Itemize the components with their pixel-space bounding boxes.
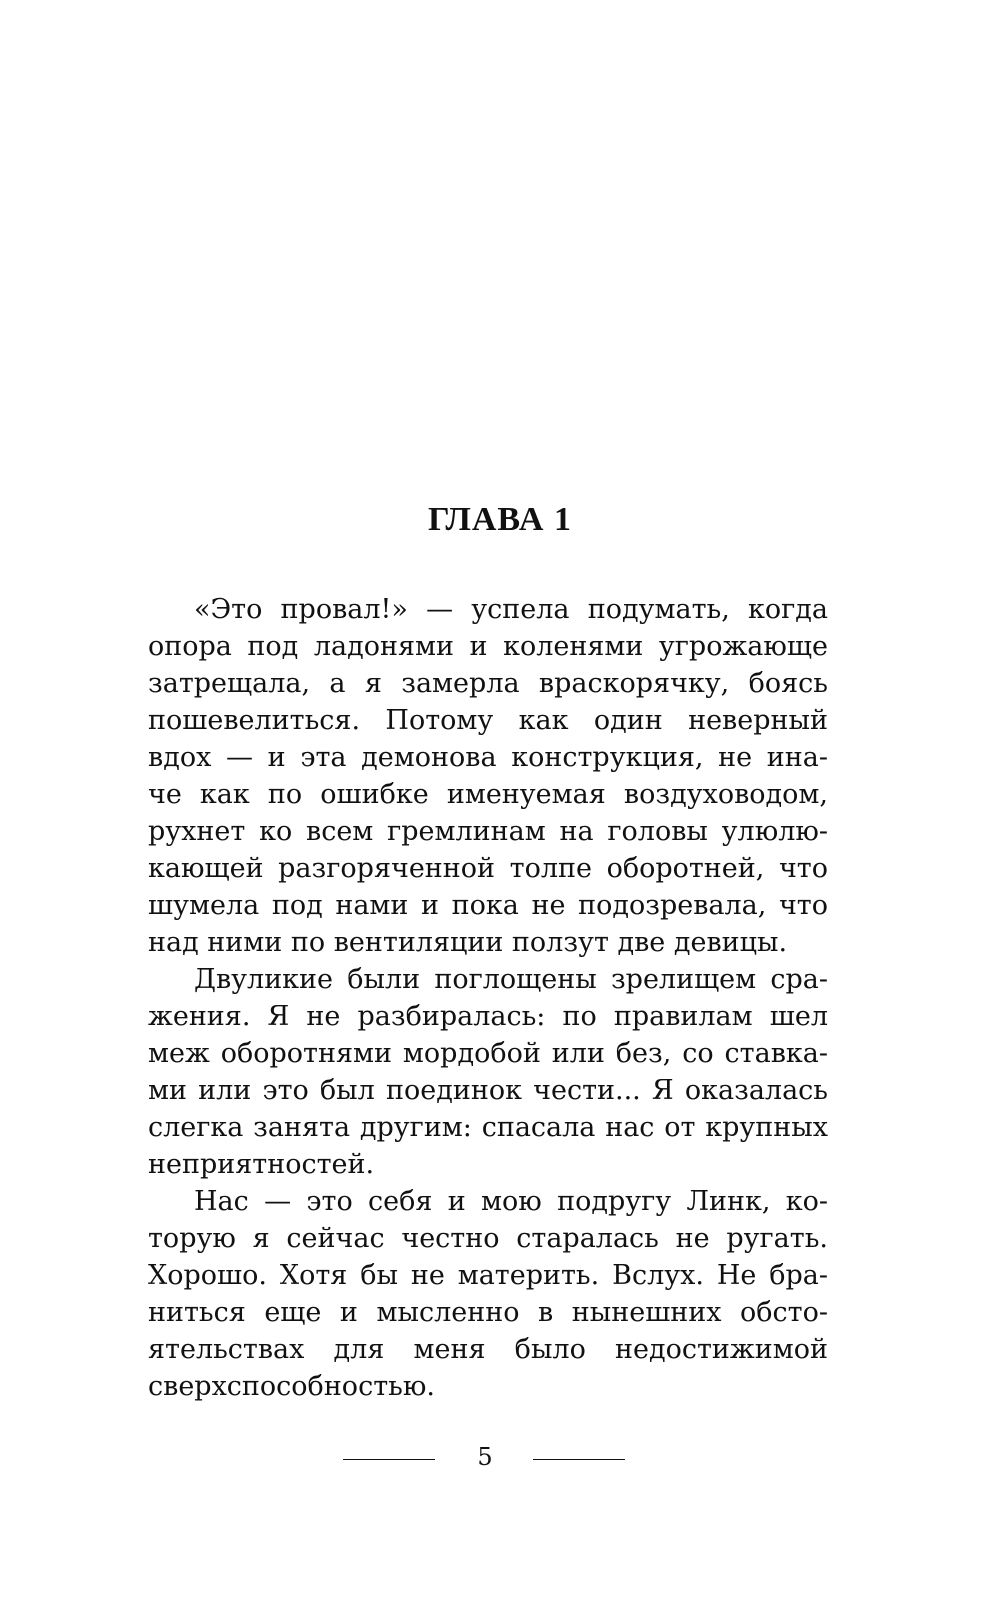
- text-line: ятельствах для меня было недостижимой: [148, 1334, 828, 1365]
- text-line: Нас — это себя и мою подругу Линк, ко-: [194, 1186, 828, 1217]
- text-line: меж оборотнями мордобой или без, со ставка-: [148, 1038, 828, 1069]
- text-line: кающей разгоряченной толпе оборотней, что: [148, 853, 828, 884]
- footer-rule-left: [343, 1459, 435, 1460]
- text-line: жения. Я не разбиралась: по правилам шел: [148, 1001, 828, 1032]
- text-line: опора под ладонями и коленями угрожающе: [148, 631, 828, 662]
- page-footer: [0, 1437, 1000, 1477]
- text-line: Двуликие были поглощены зрелищем сра-: [194, 964, 828, 995]
- text-line: над ними по вентиляции ползут две девицы.: [148, 927, 788, 958]
- text-line: Хорошо. Хотя бы не материть. Вслух. Не бра-: [148, 1260, 828, 1291]
- text-line: сверхспособностью.: [148, 1371, 435, 1402]
- text-line: слегка занята другим: спасала нас от крупных: [148, 1112, 828, 1143]
- text-line: рухнет ко всем гремлинам на головы улюлю-: [148, 816, 828, 847]
- text-line: неприятностей.: [148, 1149, 375, 1180]
- text-line: вдох — и эта демонова конструкция, не ина-: [148, 742, 828, 773]
- text-line: торую я сейчас честно старалась не ругать.: [148, 1223, 828, 1254]
- text-line: пошевелиться. Потому как один неверный: [148, 705, 828, 736]
- text-line: шумела под нами и пока не подозревала, что: [148, 890, 828, 921]
- text-line: затрещала, а я замерла враскорячку, боясь: [148, 668, 828, 699]
- chapter-title: ГЛАВА 1: [428, 501, 572, 538]
- text-line: че как по ошибке именуемая воздуховодом,: [148, 779, 828, 810]
- body-text: [148, 591, 828, 1405]
- footer-rule-right: [533, 1459, 625, 1460]
- text-line: ми или это был поединок чести... Я оказалась: [148, 1075, 828, 1106]
- text-line: ниться еще и мысленно в нынешних обсто-: [148, 1297, 828, 1328]
- text-line: «Это провал!» — успела подумать, когда: [194, 594, 828, 625]
- page-number: 5: [477, 1443, 493, 1471]
